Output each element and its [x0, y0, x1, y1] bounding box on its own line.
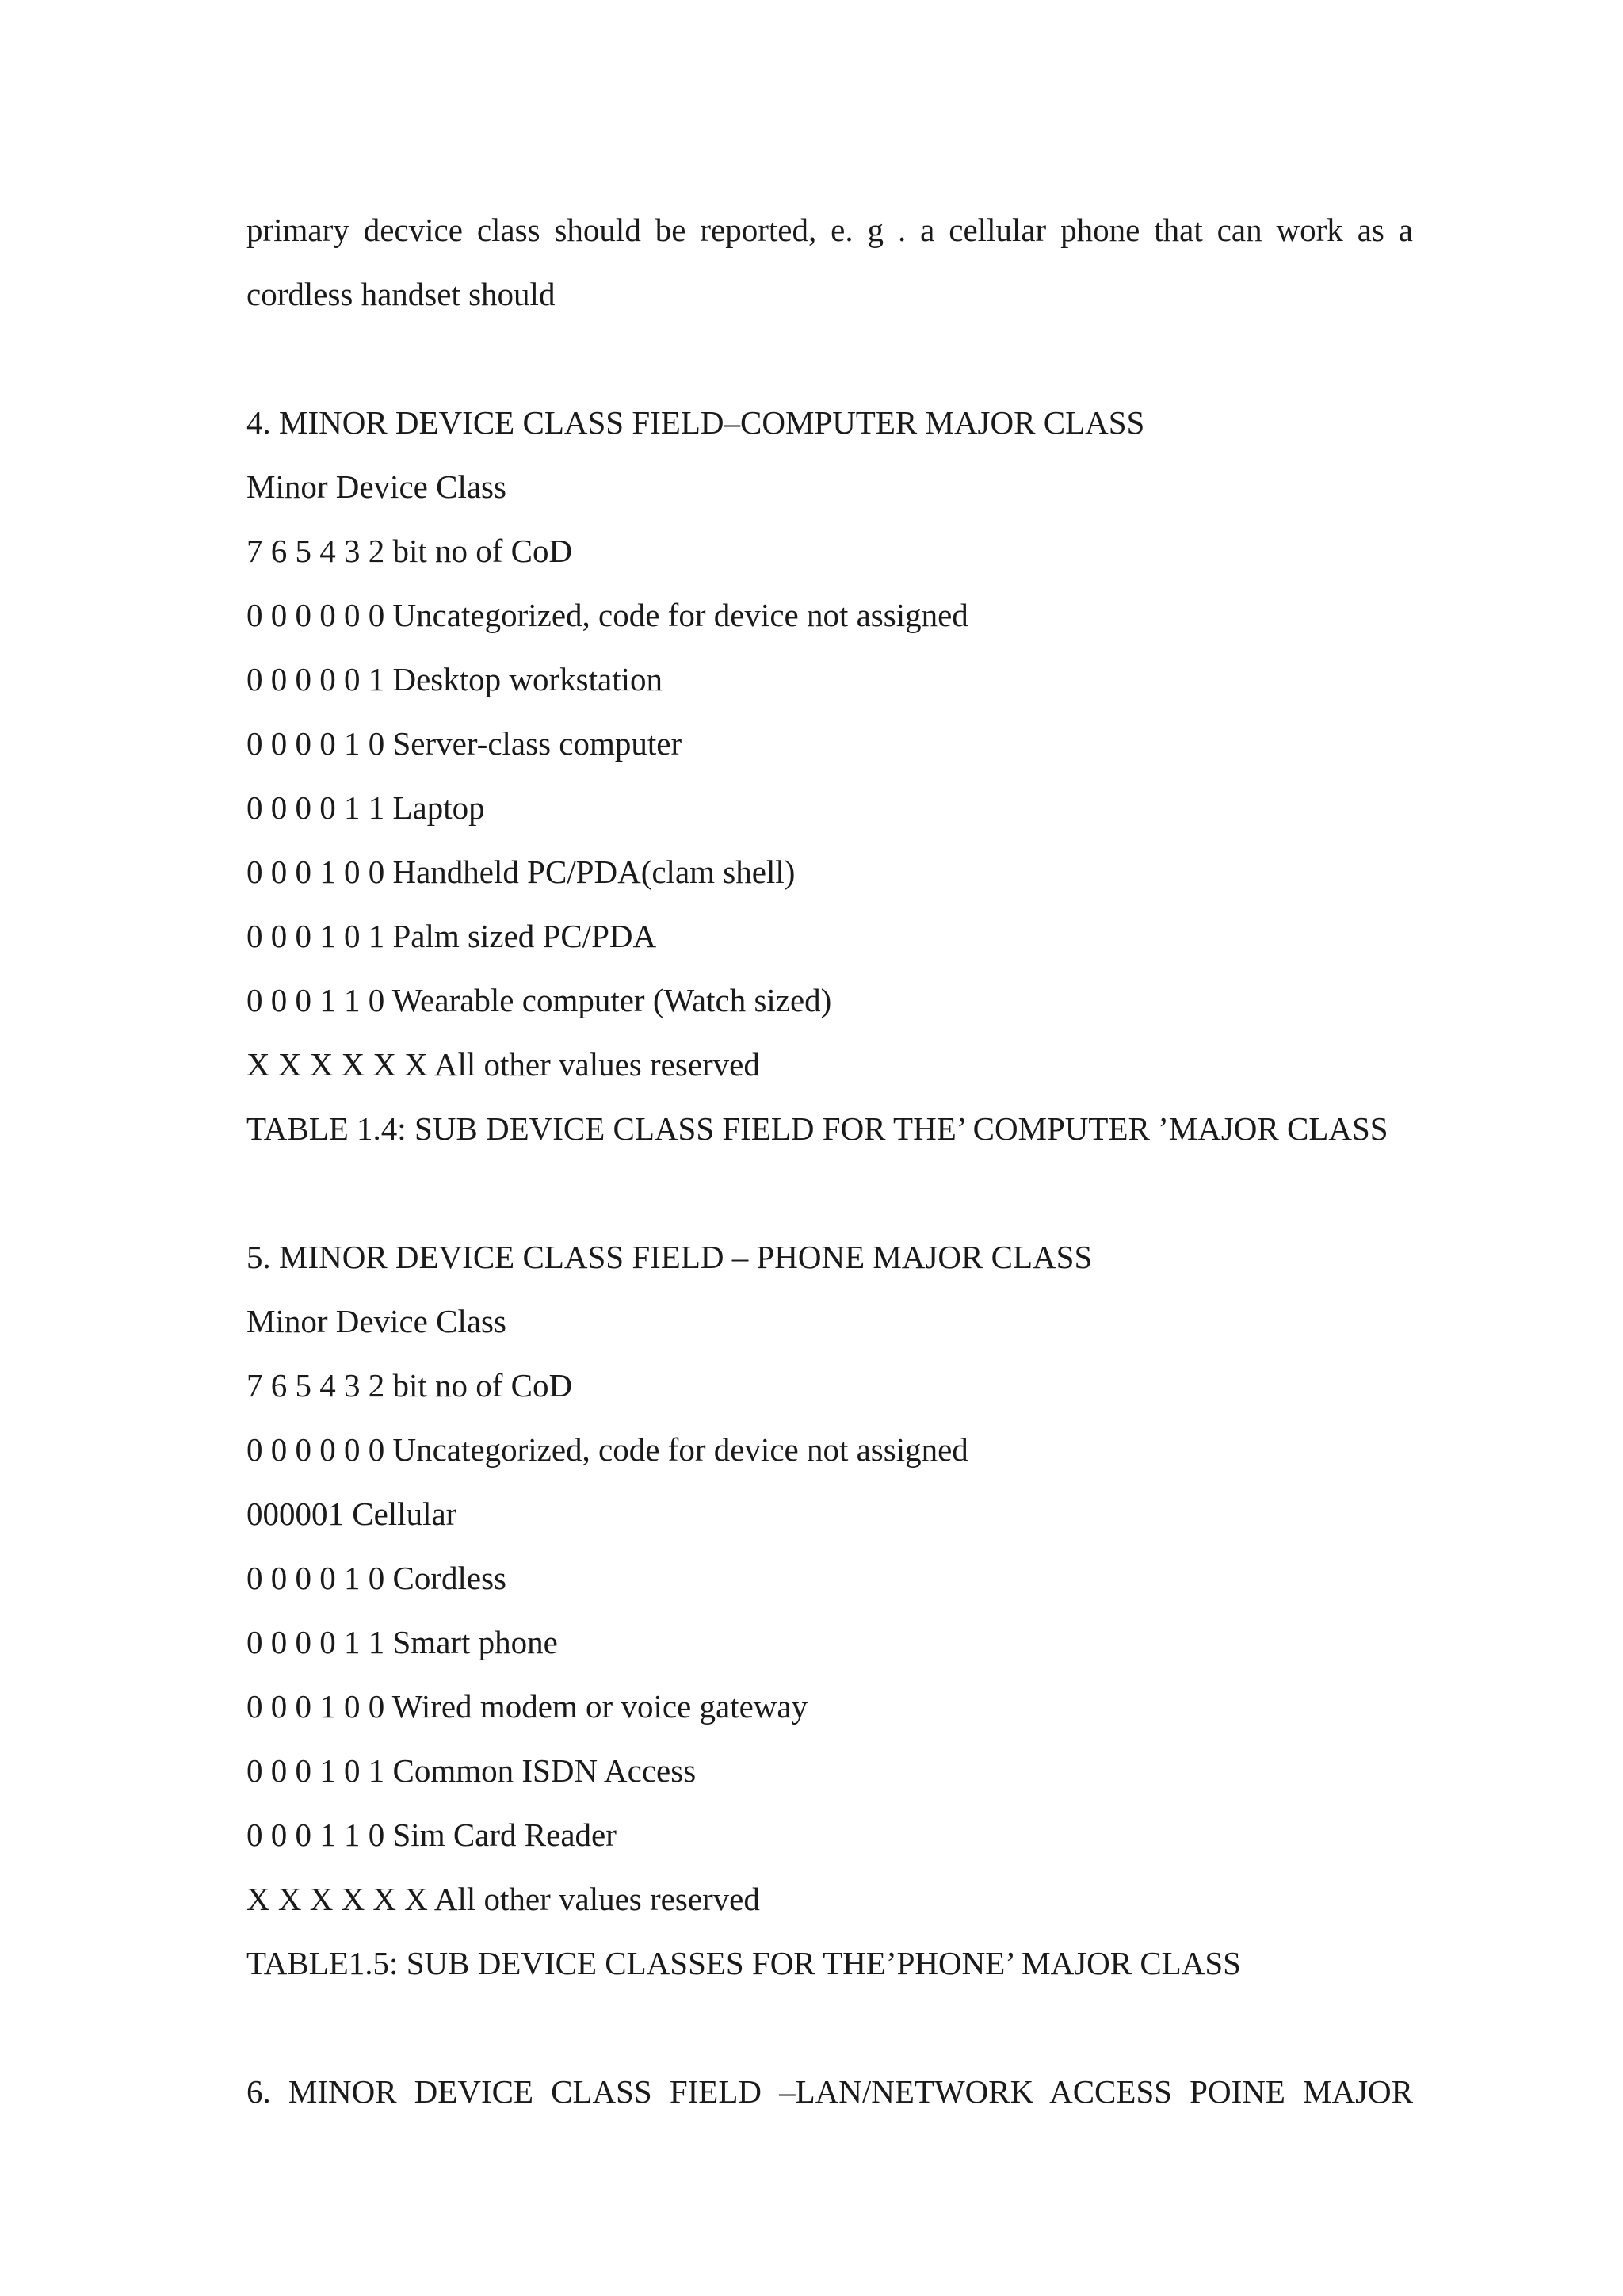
intro-line-1: primary decvice class should be reported, e. g . a cellular phone that can work as a — [246, 212, 1413, 248]
section-5-heading: 5. MINOR DEVICE CLASS FIELD – PHONE MAJOR CLASS — [246, 1239, 1093, 1275]
section-5-row: 000001 Cellular — [246, 1496, 457, 1532]
section-6-heading: 6. MINOR DEVICE CLASS FIELD –LAN/NETWORK ACCESS POINE MAJOR — [246, 2073, 1413, 2110]
section-4-row: 0 0 0 0 1 1 Laptop — [246, 789, 485, 826]
section-5-row: 0 0 0 0 1 0 Cordless — [246, 1560, 506, 1596]
section-4-heading: 4. MINOR DEVICE CLASS FIELD–COMPUTER MAJOR CLASS — [246, 404, 1145, 441]
page-content — [246, 198, 1413, 2124]
section-4-row: X X X X X X All other values reserved — [246, 1046, 760, 1083]
section-5-row: 0 0 0 0 1 1 Smart phone — [246, 1624, 558, 1660]
section-4-row: 0 0 0 1 1 0 Wearable computer (Watch sized) — [246, 982, 832, 1018]
table-1-4-caption: TABLE 1.4: SUB DEVICE CLASS FIELD FOR THE’ COMPUTER ’MAJOR CLASS — [246, 1110, 1388, 1147]
section-5-row: 0 0 0 1 0 1 Common ISDN Access — [246, 1752, 697, 1789]
section-4-row: 0 0 0 0 1 0 Server-class computer — [246, 725, 682, 762]
section-5-subheading: Minor Device Class — [246, 1303, 506, 1339]
section-5-row: X X X X X X All other values reserved — [246, 1881, 760, 1917]
intro-line-2: cordless handset should — [246, 276, 556, 312]
section-4-row: 0 0 0 0 0 1 Desktop workstation — [246, 661, 663, 697]
section-gap — [246, 1161, 1413, 1225]
section-4-bits-header: 7 6 5 4 3 2 bit no of CoD — [246, 533, 573, 569]
section-5-row: 0 0 0 1 0 0 Wired modem or voice gateway — [246, 1688, 808, 1725]
section-5-row: 0 0 0 1 1 0 Sim Card Reader — [246, 1817, 617, 1853]
section-4-row: 0 0 0 1 0 0 Handheld PC/PDA(clam shell) — [246, 854, 796, 890]
section-4-row: 0 0 0 0 0 0 Uncategorized, code for device not assigned — [246, 597, 968, 633]
section-gap — [246, 1996, 1413, 2060]
section-4-row: 0 0 0 1 0 1 Palm sized PC/PDA — [246, 918, 657, 954]
section-5-bits-header: 7 6 5 4 3 2 bit no of CoD — [246, 1367, 573, 1404]
section-5-row: 0 0 0 0 0 0 Uncategorized, code for device not assigned — [246, 1431, 968, 1468]
table-1-5-caption: TABLE1.5: SUB DEVICE CLASSES FOR THE’PHONE’ MAJOR CLASS — [246, 1945, 1241, 1981]
section-4-subheading: Minor Device Class — [246, 468, 506, 505]
section-gap — [246, 327, 1413, 391]
